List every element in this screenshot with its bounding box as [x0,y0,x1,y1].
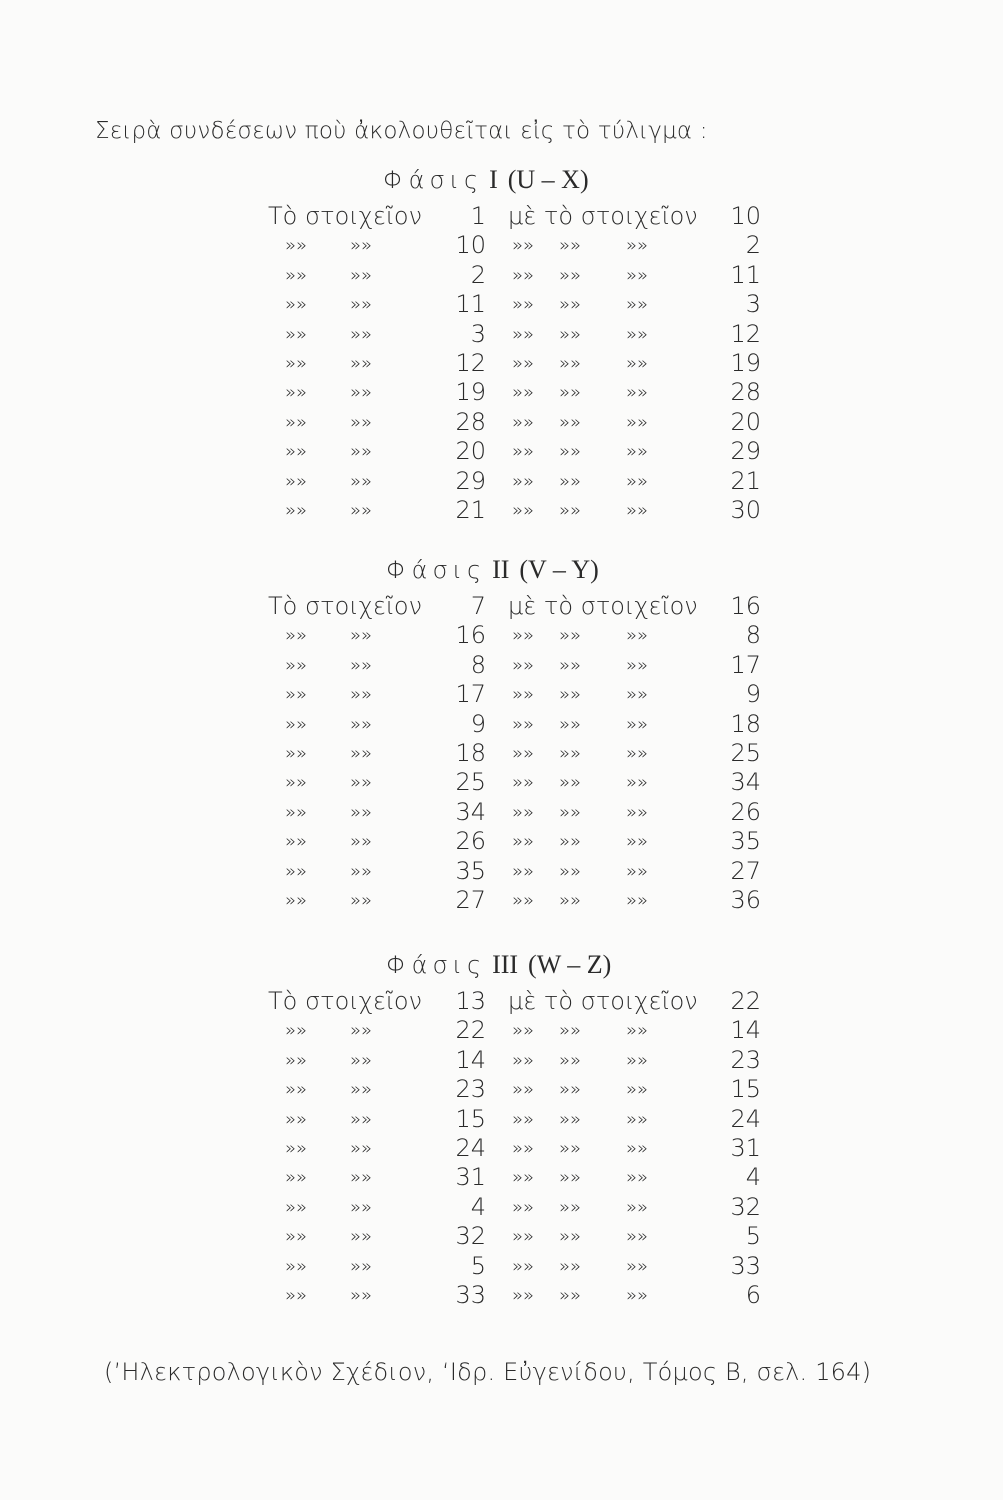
ditto-mark: »» [559,890,582,911]
table-row [0,987,1003,1016]
from-element: 29 [455,466,486,495]
ditto-mark: »» [559,1079,582,1101]
ditto-mark: »» [626,625,649,647]
ditto-mark: »» [285,411,308,433]
table-row [0,437,1003,466]
ditto-mark: »» [285,323,308,345]
ditto-mark: »» [559,1138,582,1159]
ditto-mark: »» [626,382,649,404]
ditto-mark: »» [559,235,582,257]
ditto-mark: »» [626,1079,649,1101]
phase-title [386,950,611,980]
ditto-mark: »» [350,1226,373,1248]
phase-word: Φάσις [386,556,487,584]
to-element: 29 [730,437,761,466]
from-element: 4 [470,1192,486,1221]
from-element: 2 [470,260,486,289]
ditto-mark: »» [285,1079,308,1101]
table-row [0,1281,1003,1310]
to-element: 35 [730,827,761,856]
ditto-mark: »» [285,772,308,794]
ditto-mark: »» [512,1285,535,1306]
phase-range: (W – Z) [528,950,612,979]
phase-word: Φάσις [383,166,484,194]
ditto-mark: »» [512,264,535,286]
ditto-mark: »» [626,831,649,853]
ditto-mark: »» [350,353,373,374]
to-element: 17 [730,650,761,679]
from-element: 25 [455,768,486,797]
ditto-mark: »» [512,1138,535,1159]
phase-title [383,165,589,195]
ditto-mark: »» [626,890,649,911]
ditto-mark: »» [512,500,535,521]
ditto-mark: »» [512,831,535,853]
ditto-mark: »» [626,1049,649,1071]
to-element: 27 [730,856,761,885]
table-row [0,320,1003,349]
ditto-mark: »» [350,1167,373,1189]
to-element: 23 [730,1045,761,1074]
ditto-mark: »» [512,1079,535,1101]
ditto-mark: »» [285,1255,308,1277]
from-element: 8 [470,650,486,679]
ditto-mark: »» [559,353,582,374]
ditto-mark: »» [512,860,535,882]
from-element: 26 [455,827,486,856]
ditto-mark: »» [512,772,535,794]
ditto-mark: »» [350,1255,373,1277]
table-row [0,621,1003,650]
phase-title [386,555,599,585]
from-element: 19 [455,378,486,407]
row-label: Τὸ στοιχεῖον [268,592,422,620]
ditto-mark: »» [285,1138,308,1159]
ditto-mark: »» [350,890,373,911]
table-row [0,680,1003,709]
ditto-mark: »» [626,353,649,374]
ditto-mark: »» [350,323,373,345]
ditto-mark: »» [512,1196,535,1218]
ditto-mark: »» [285,382,308,404]
phase-numeral: II [492,555,510,584]
to-element: 24 [730,1104,761,1133]
to-element: 9 [745,680,761,709]
ditto-mark: »» [512,441,535,463]
ditto-mark: »» [559,500,582,521]
ditto-mark: »» [512,684,535,706]
ditto-mark: »» [626,1226,649,1248]
to-element: 25 [730,739,761,767]
table-row [0,496,1003,525]
from-element: 11 [455,290,486,319]
from-element: 3 [470,319,486,348]
ditto-mark: »» [350,382,373,404]
to-element: 22 [730,987,761,1015]
from-element: 20 [455,437,486,466]
ditto-mark: »» [285,470,308,492]
ditto-mark: »» [626,801,649,823]
ditto-mark: »» [285,1108,308,1130]
ditto-mark: »» [350,860,373,882]
ditto-mark: »» [626,1285,649,1306]
ditto-mark: »» [285,1285,308,1306]
ditto-mark: »» [559,1285,582,1306]
to-element: 30 [730,496,761,524]
ditto-mark: »» [285,1196,308,1218]
from-element: 13 [455,987,486,1015]
ditto-mark: »» [626,772,649,794]
ditto-mark: »» [559,625,582,647]
from-element: 34 [455,797,486,826]
table-row [0,290,1003,319]
ditto-mark: »» [626,500,649,521]
to-element: 26 [730,797,761,826]
ditto-mark: »» [512,713,535,735]
row-label: Τὸ στοιχεῖον [268,987,422,1015]
from-element: 12 [455,349,486,377]
table-row [0,1016,1003,1045]
ditto-mark: »» [626,411,649,433]
ditto-mark: »» [350,1020,373,1042]
ditto-mark: »» [285,500,308,521]
to-element: 15 [730,1075,761,1104]
to-element: 31 [730,1134,761,1162]
ditto-mark: »» [512,801,535,823]
intro-text: Σειρὰ συνδέσεων ποὺ ἀκολουθεῖται εἰς τὸ τύλιγμα : [95,118,708,144]
ditto-mark: »» [285,1226,308,1248]
ditto-mark: »» [626,323,649,345]
to-element: 4 [745,1163,761,1192]
ditto-mark: »» [512,470,535,492]
from-element: 31 [455,1163,486,1192]
to-element: 36 [730,886,761,914]
to-element: 33 [730,1251,761,1280]
from-element: 32 [455,1222,486,1251]
ditto-mark: »» [285,743,308,764]
ditto-mark: »» [559,684,582,706]
row-label: Τὸ στοιχεῖον [268,202,422,230]
from-element: 35 [455,856,486,885]
ditto-mark: »» [626,713,649,735]
ditto-mark: »» [285,264,308,286]
ditto-mark: »» [559,470,582,492]
from-element: 27 [455,886,486,914]
to-element: 14 [730,1016,761,1045]
ditto-mark: »» [626,743,649,764]
table-row [0,651,1003,680]
table-row [0,1163,1003,1192]
table-row [0,467,1003,496]
ditto-mark: »» [285,831,308,853]
from-element: 10 [455,231,486,260]
ditto-mark: »» [285,294,308,316]
table-row [0,739,1003,768]
phase-numeral: I [489,165,498,194]
ditto-mark: »» [350,1196,373,1218]
ditto-mark: »» [626,684,649,706]
to-element: 6 [745,1281,761,1309]
ditto-mark: »» [285,1020,308,1042]
to-element: 32 [730,1192,761,1221]
table-row [0,857,1003,886]
from-element: 14 [455,1045,486,1074]
ditto-mark: »» [512,890,535,911]
from-element: 7 [470,592,486,620]
ditto-mark: »» [559,1108,582,1130]
ditto-mark: »» [350,1285,373,1306]
ditto-mark: »» [285,684,308,706]
from-element: 16 [455,621,486,650]
ditto-mark: »» [626,441,649,463]
table-row [0,768,1003,797]
to-element: 12 [730,319,761,348]
ditto-mark: »» [559,411,582,433]
from-element: 24 [455,1134,486,1162]
from-element: 15 [455,1104,486,1133]
to-element: 19 [730,349,761,377]
ditto-mark: »» [626,1255,649,1277]
ditto-mark: »» [626,1020,649,1042]
table-row [0,1222,1003,1251]
ditto-mark: »» [559,1020,582,1042]
ditto-mark: »» [350,684,373,706]
ditto-mark: »» [559,1255,582,1277]
to-element: 3 [745,290,761,319]
ditto-mark: »» [512,411,535,433]
ditto-mark: »» [350,1138,373,1159]
ditto-mark: »» [350,470,373,492]
to-element: 21 [730,466,761,495]
ditto-mark: »» [350,441,373,463]
ditto-mark: »» [350,1108,373,1130]
table-row [0,231,1003,260]
table-row [0,827,1003,856]
ditto-mark: »» [285,353,308,374]
ditto-mark: »» [285,654,308,676]
table-row [0,886,1003,915]
ditto-mark: »» [512,1049,535,1071]
table-row [0,261,1003,290]
to-element: 28 [730,378,761,407]
row-connector: μὲ τὸ στοιχεῖον [508,592,698,620]
from-element: 22 [455,1016,486,1045]
row-connector: μὲ τὸ στοιχεῖον [508,202,698,230]
ditto-mark: »» [559,654,582,676]
ditto-mark: »» [559,1167,582,1189]
from-element: 33 [455,1281,486,1309]
table-row [0,1075,1003,1104]
ditto-mark: »» [285,890,308,911]
ditto-mark: »» [626,470,649,492]
from-element: 23 [455,1075,486,1104]
ditto-mark: »» [559,323,582,345]
ditto-mark: »» [350,801,373,823]
table-row [0,408,1003,437]
ditto-mark: »» [350,1049,373,1071]
from-element: 17 [455,680,486,709]
phase-numeral: III [492,950,519,979]
table-row [0,1046,1003,1075]
ditto-mark: »» [512,1167,535,1189]
from-element: 1 [470,202,486,230]
ditto-mark: »» [350,500,373,521]
ditto-mark: »» [350,264,373,286]
ditto-mark: »» [512,625,535,647]
ditto-mark: »» [559,264,582,286]
ditto-mark: »» [350,625,373,647]
to-element: 2 [745,231,761,260]
ditto-mark: »» [626,264,649,286]
ditto-mark: »» [285,1167,308,1189]
table-row [0,592,1003,621]
row-connector: μὲ τὸ στοιχεῖον [508,987,698,1015]
ditto-mark: »» [350,831,373,853]
from-element: 28 [455,407,486,436]
ditto-mark: »» [512,654,535,676]
ditto-mark: »» [626,294,649,316]
ditto-mark: »» [626,1196,649,1218]
ditto-mark: »» [626,1167,649,1189]
ditto-mark: »» [559,801,582,823]
table-row [0,349,1003,378]
ditto-mark: »» [559,860,582,882]
ditto-mark: »» [285,801,308,823]
ditto-mark: »» [626,860,649,882]
phase-word: Φάσις [386,951,487,979]
ditto-mark: »» [350,743,373,764]
ditto-mark: »» [512,235,535,257]
table-row [0,378,1003,407]
ditto-mark: »» [285,860,308,882]
ditto-mark: »» [512,1226,535,1248]
to-element: 18 [730,709,761,738]
to-element: 5 [745,1222,761,1251]
ditto-mark: »» [350,294,373,316]
to-element: 16 [730,592,761,620]
ditto-mark: »» [559,1226,582,1248]
ditto-mark: »» [559,382,582,404]
to-element: 34 [730,768,761,797]
ditto-mark: »» [512,294,535,316]
to-element: 10 [730,202,761,230]
phase-range: (U – X) [507,165,589,194]
ditto-mark: »» [626,1108,649,1130]
table-row [0,1252,1003,1281]
table-row [0,1134,1003,1163]
ditto-mark: »» [626,1138,649,1159]
to-element: 11 [730,260,761,289]
ditto-mark: »» [285,441,308,463]
table-row [0,1105,1003,1134]
to-element: 8 [745,621,761,650]
from-element: 21 [455,496,486,524]
ditto-mark: »» [559,831,582,853]
ditto-mark: »» [285,625,308,647]
source-citation: (’Ηλεκτρολογικὸν Σχέδιον, ‘Ιδρ. Εὐγενίδου, Τόμος Β, σελ. 164) [104,1358,872,1386]
ditto-mark: »» [350,713,373,735]
ditto-mark: »» [559,1196,582,1218]
ditto-mark: »» [512,1255,535,1277]
ditto-mark: »» [285,235,308,257]
ditto-mark: »» [512,1108,535,1130]
ditto-mark: »» [512,353,535,374]
ditto-mark: »» [559,743,582,764]
ditto-mark: »» [350,1079,373,1101]
from-element: 5 [470,1251,486,1280]
ditto-mark: »» [512,743,535,764]
ditto-mark: »» [559,1049,582,1071]
to-element: 20 [730,407,761,436]
from-element: 9 [470,709,486,738]
ditto-mark: »» [285,1049,308,1071]
table-row [0,202,1003,231]
ditto-mark: »» [285,713,308,735]
ditto-mark: »» [350,411,373,433]
phase-range: (V – Y) [519,555,599,584]
ditto-mark: »» [559,713,582,735]
ditto-mark: »» [350,235,373,257]
ditto-mark: »» [626,654,649,676]
table-row [0,798,1003,827]
table-row [0,1193,1003,1222]
ditto-mark: »» [626,235,649,257]
table-row [0,710,1003,739]
ditto-mark: »» [512,1020,535,1042]
ditto-mark: »» [512,382,535,404]
ditto-mark: »» [559,441,582,463]
from-element: 18 [455,739,486,767]
ditto-mark: »» [559,294,582,316]
ditto-mark: »» [350,772,373,794]
ditto-mark: »» [350,654,373,676]
ditto-mark: »» [559,772,582,794]
ditto-mark: »» [512,323,535,345]
